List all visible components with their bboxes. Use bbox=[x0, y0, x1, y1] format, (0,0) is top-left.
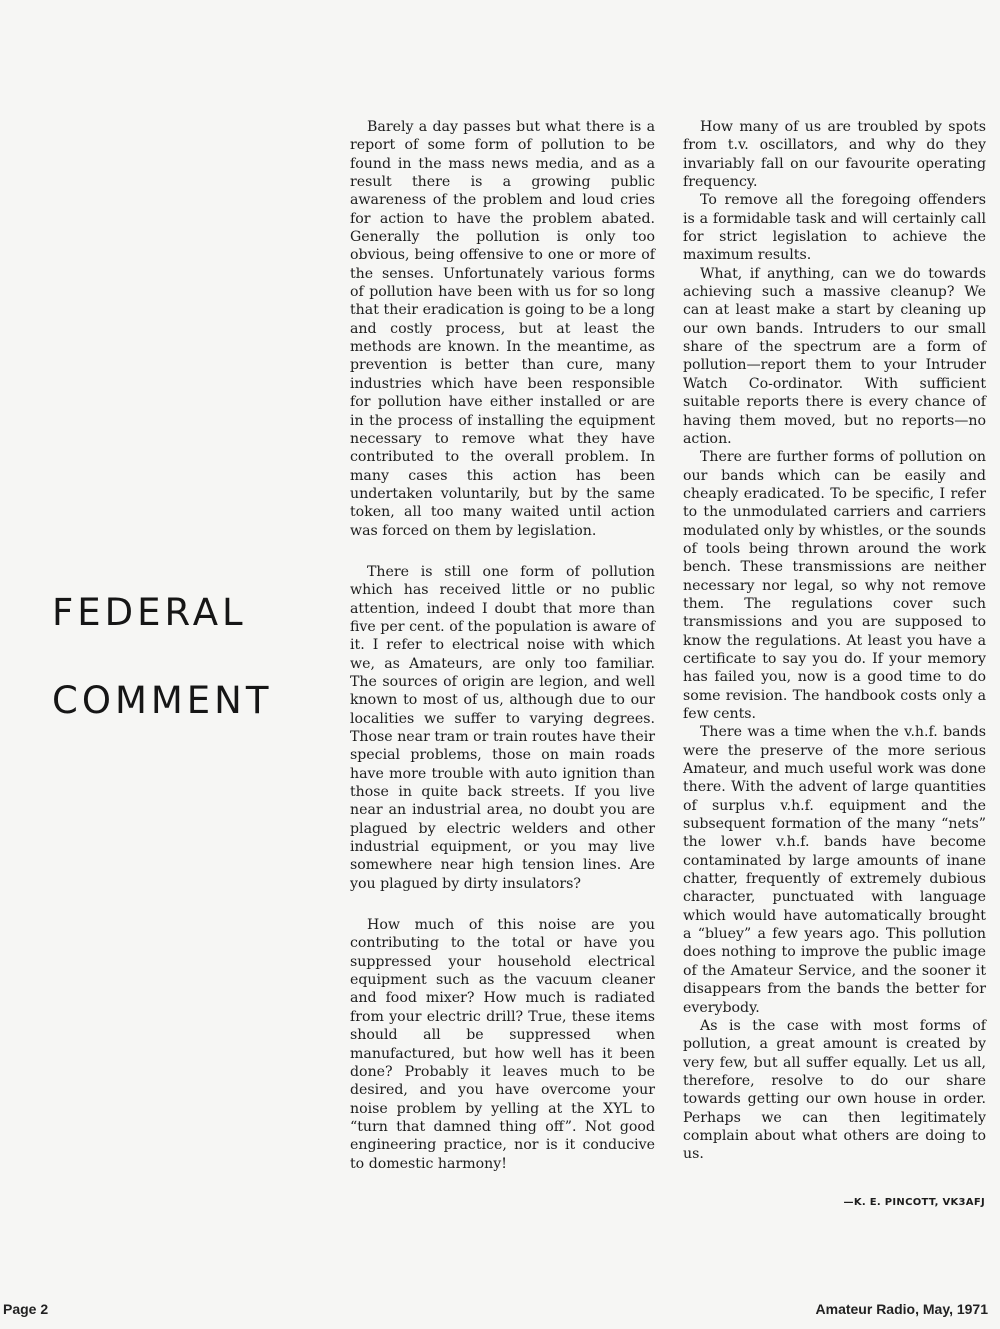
publication-footer: Amateur Radio, May, 1971 bbox=[815, 1301, 988, 1317]
paragraph: Barely a day passes but what there is a report of some form of pollution to be found in the mass news media, and as a result there is a growing public awareness of the problem and loud cries for action to have the problem abated. Generally the pollution is only too obvious, being offensive to one or more of the senses. Unfortunately various forms of pollution have been with us for so long that their eradication is going to be a long and costly process, but at least the methods are known. In the meantime, as prevention is better than cure, many industries which have been responsible for pollution have either installed or are in the process of installing the equipment necessary to remove what they have contributed to the overall problem. In many cases this action has been undertaken voluntarily, but by the same token, all too many waited until action was forced on them by legislation. bbox=[350, 119, 655, 539]
article-column-left bbox=[350, 118, 655, 1173]
paragraph: There was a time when the v.h.f. bands were the preserve of the more serious Amateur, and much useful work was done there. With the advent of large quantities of surplus v.h.f. equipment and the subsequent formation of the many “nets” the lower v.h.f. bands have become contaminated by large amounts of inane chatter, frequently of extremely dubious character, punctuated with language which would have automatically brought a “bluey” a few years ago. This pollution does nothing to improve the public image of the Amateur Service, and the sooner it disappears from the bands the better for everybody. bbox=[683, 724, 986, 1016]
article-column-right bbox=[683, 118, 986, 1164]
heading-comment: COMMENT bbox=[52, 679, 273, 722]
paragraph: How many of us are troubled by spots from t.v. oscillators, and why do they invariably fall on our favourite operating frequency. bbox=[683, 119, 986, 191]
author-signature: —K. E. PINCOTT, VK3AFJ bbox=[843, 1197, 985, 1208]
paragraph: What, if anything, can we do towards achieving such a massive cleanup? We can at least make a start by cleaning up our own bands. Intruders to our small share of the spectrum are a form of pollution—report them to your Intruder Watch Co-ordinator. With sufficient suitable reports there is every chance of having them moved, but no reports—no action. bbox=[683, 265, 986, 447]
paragraph: How much of this noise are you contributing to the total or have you suppressed your household electrical equipment such as the vacuum cleaner and food mixer? How much is radiated from your electric drill? True, these items should all be suppressed when manufactured, but how well has it been done? Probably it leaves much to be desired, and you have overcome your noise problem by yelling at the XYL to “turn that damned thing off”. Not good engineering practice, nor is it conducive to domestic harmony! bbox=[350, 917, 655, 1172]
heading-federal: FEDERAL bbox=[52, 591, 247, 634]
paragraph: There are further forms of pollution on our bands which can be easily and cheaply eradicated. To be specific, I refer to the unmodulated carriers and carriers modulated only by whistles, or the sounds of tools being thrown around the work bench. These transmissions are neither necessary nor legal, so why not remove them. The regulations cover such transmissions and you are supposed to know the regulations. At least you have a certificate to say you do. If your memory has failed you, now is a good time to do some revision. The handbook costs only a few cents. bbox=[683, 449, 986, 722]
page-number: Page 2 bbox=[3, 1301, 49, 1317]
paragraph: To remove all the foregoing offenders is a formidable task and will certainly call for strict legislation to achieve the maximum results. bbox=[683, 192, 986, 264]
paragraph: As is the case with most forms of pollution, a great amount is created by very few, but all suffer equally. Let us all, therefore, resolve to do our share towards getting our own house in order. Perhaps we can then legitimately complain about what others are doing to us. bbox=[683, 1017, 986, 1163]
paragraph: There is still one form of pollution which has received little or no public attention, indeed I doubt that more than five per cent. of the population is aware of it. I refer to electrical noise with which we, as Amateurs, are only too familiar. The sources of origin are legion, and well known to most of us, although due to our localities we suffer to varying degrees. Those near tram or train routes have their special problems, those on main roads have more trouble with auto ignition than those in quite back streets. If you live near an industrial area, no doubt you are plagued by electric welders and other industrial equipment, or you may live somewhere near high tension lines. Are you plagued by dirty insulators? bbox=[350, 563, 655, 892]
